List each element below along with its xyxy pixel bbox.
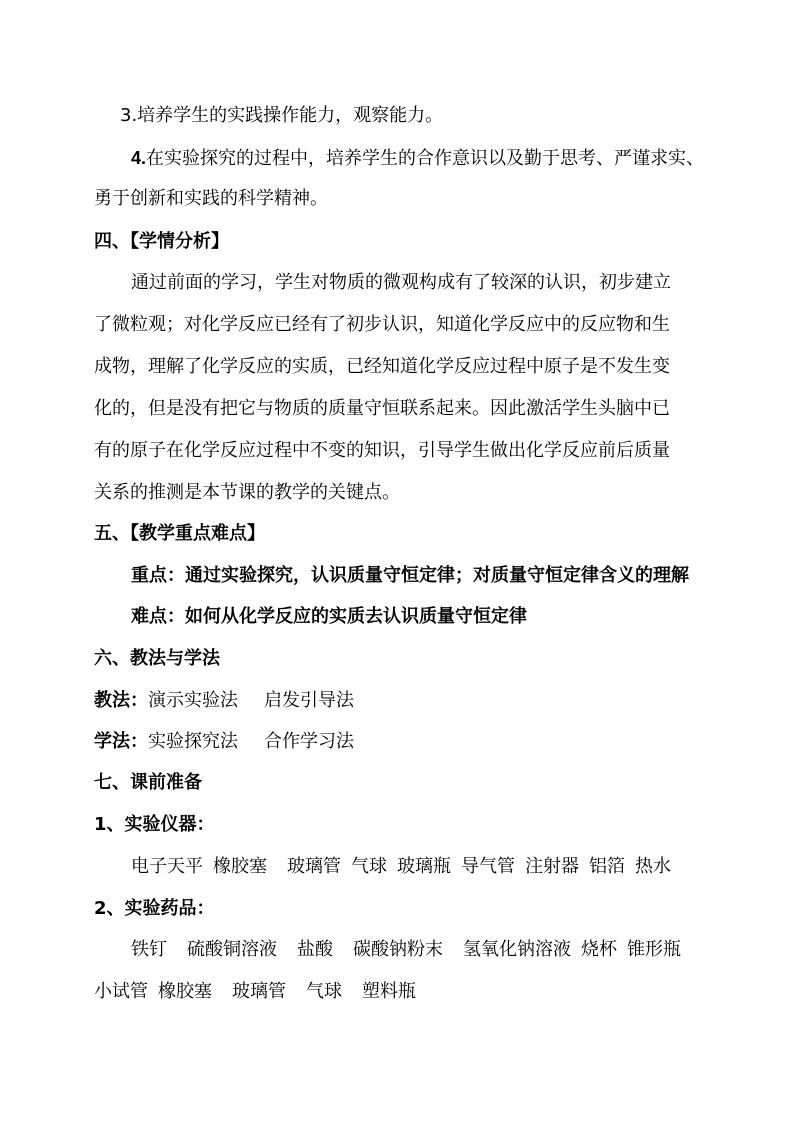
reagent-item: 玻璃管 (232, 981, 286, 1002)
reagents-list-line1 (131, 938, 681, 962)
teaching-methods-label: 教法： (94, 690, 148, 711)
section-4-paragraph-line: 成物，理解了化学反应的实质，已经知道化学反应过程中原子是不发生变 (94, 356, 670, 377)
objective-item-4-text: 在实验探究的过程中，培养学生的合作意识以及勤于思考、严谨求实、 (146, 148, 705, 169)
learning-method: 合作学习法 (264, 731, 354, 752)
objective-item-4-line1 (131, 146, 704, 171)
learning-method: 实验探究法 (148, 731, 238, 752)
section-4-paragraph-line: 了微粒观；对化学反应已经有了初步认识，知道化学反应中的反应物和生 (94, 314, 670, 335)
section-4-paragraph-line: 通过前面的学习，学生对物质的微观构成有了较深的认识，初步建立 (131, 272, 671, 293)
instrument-item: 电子天平 (131, 856, 203, 877)
instrument-item: 玻璃瓶 (397, 856, 451, 877)
reagent-item: 橡胶塞 (158, 981, 212, 1002)
instrument-item: 铝箔 (589, 856, 625, 877)
reagent-item: 烧杯 (581, 939, 617, 960)
teaching-method: 演示实验法 (148, 690, 238, 711)
reagent-item: 小试管 (94, 981, 148, 1002)
objective-item-3: 3.培养学生的实践操作能力，观察能力。 (120, 105, 444, 126)
reagent-item: 铁钉 (131, 939, 167, 960)
objective-item-4-number: 4. (131, 148, 147, 168)
section-4-paragraph-line: 关系的推测是本节课的教学的关键点。 (94, 482, 400, 503)
section-4-paragraph-line: 化的，但是没有把它与物质的质量守恒联系起来。因此激活学生头脑中已 (94, 398, 670, 419)
section-6-heading: 六、教法与学法 (94, 648, 220, 669)
reagent-item: 碳酸钠粉末 (353, 939, 443, 960)
reagent-item: 气球 (306, 981, 342, 1002)
learning-methods-label: 学法： (94, 731, 148, 752)
reagent-item: 塑料瓶 (362, 981, 416, 1002)
learning-methods-line (94, 730, 354, 754)
reagents-heading: 2、实验药品： (94, 898, 215, 919)
reagents-list-line2 (94, 980, 416, 1004)
instrument-item: 热水 (635, 856, 671, 877)
section-4-heading: 四、【学情分析】 (94, 231, 229, 252)
instrument-item: 橡胶塞 (213, 856, 267, 877)
teaching-method: 启发引导法 (264, 690, 354, 711)
section-7-heading: 七、课前准备 (94, 772, 202, 793)
key-point: 重点：通过实验探究，认识质量守恒定律；对质量守恒定律含义的理解 (131, 565, 689, 586)
teaching-methods-line (94, 689, 354, 713)
reagent-item: 锥形瓶 (627, 939, 681, 960)
objective-item-4-line2: 勇于创新和实践的科学精神。 (94, 188, 328, 209)
difficulty-point: 难点：如何从化学反应的实质去认识质量守恒定律 (131, 606, 527, 627)
instrument-item: 导气管 (461, 856, 515, 877)
section-5-heading: 五、【教学重点难点】 (94, 523, 265, 544)
instrument-item: 注射器 (525, 856, 579, 877)
instrument-item: 气球 (351, 856, 387, 877)
instruments-list (131, 855, 671, 879)
reagent-item: 氢氧化钠溶液 (463, 939, 571, 960)
instrument-item: 玻璃管 (287, 856, 341, 877)
reagent-item: 盐酸 (297, 939, 333, 960)
section-4-paragraph-line: 有的原子在化学反应过程中不变的知识，引导学生做出化学反应前后质量 (94, 440, 670, 461)
reagent-item: 硫酸铜溶液 (187, 939, 277, 960)
instruments-heading: 1、实验仪器： (94, 814, 215, 835)
